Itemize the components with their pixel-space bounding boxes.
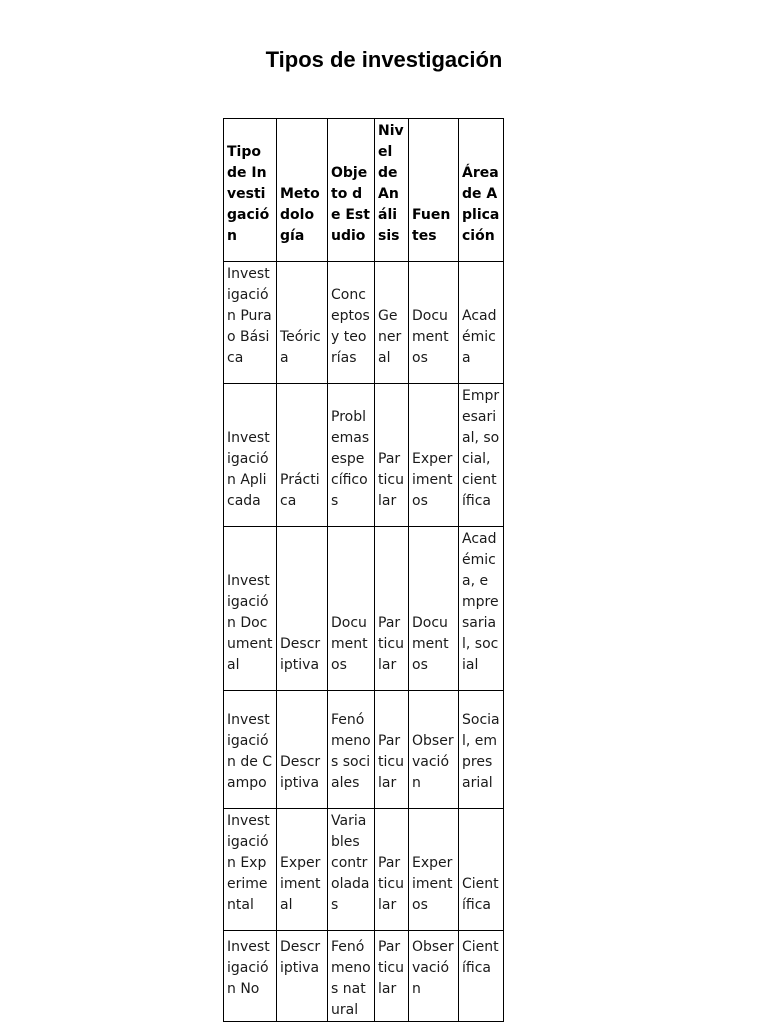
table-cell: Teórica [277, 262, 328, 384]
table-cell: Documentos [409, 262, 459, 384]
table-cell: Particular [375, 384, 409, 527]
table-cell: Variables controladas [328, 809, 375, 931]
table-row [224, 809, 504, 931]
header-fuentes: Fuentes [409, 119, 459, 262]
table-cell: Descriptiva [277, 527, 328, 691]
table-cell: Científica [459, 931, 504, 1022]
research-types-table [223, 118, 504, 1022]
table-cell: Experimental [277, 809, 328, 931]
table-cell: Científica [459, 809, 504, 931]
table-cell: Empresarial, social, científica [459, 384, 504, 527]
table-cell: Documentos [409, 527, 459, 691]
table-cell: Documentos [328, 527, 375, 691]
table-cell: Descriptiva [277, 691, 328, 809]
header-objeto-estudio: Objeto de Estudio [328, 119, 375, 262]
table-cell: General [375, 262, 409, 384]
table-cell: Fenómenos natural [328, 931, 375, 1022]
research-types-table-container [223, 118, 504, 1022]
table-cell: Observación [409, 931, 459, 1022]
table-row [224, 931, 504, 1022]
table-cell: Descriptiva [277, 931, 328, 1022]
table-cell: Investigación Documental [224, 527, 277, 691]
header-area-aplicacion: Área de Aplicación [459, 119, 504, 262]
table-row [224, 527, 504, 691]
table-cell: Fenómenos sociales [328, 691, 375, 809]
table-cell: Particular [375, 931, 409, 1022]
table-cell: Investigación No [224, 931, 277, 1022]
table-cell: Investigación Experimental [224, 809, 277, 931]
table-cell: Conceptos y teorías [328, 262, 375, 384]
table-cell: Experimentos [409, 809, 459, 931]
table-cell: Social, empresarial [459, 691, 504, 809]
table-row [224, 691, 504, 809]
table-cell: Académica, empresarial, social [459, 527, 504, 691]
table-cell: Particular [375, 527, 409, 691]
table-cell: Investigación Aplicada [224, 384, 277, 527]
table-cell: Investigación Pura o Básica [224, 262, 277, 384]
table-cell: Observación [409, 691, 459, 809]
header-metodologia: Metodología [277, 119, 328, 262]
table-cell: Particular [375, 691, 409, 809]
table-row [224, 384, 504, 527]
table-cell: Investigación de Campo [224, 691, 277, 809]
header-tipo-investigacion: Tipo de Investigación [224, 119, 277, 262]
table-cell: Particular [375, 809, 409, 931]
table-cell: Problemas específicos [328, 384, 375, 527]
table-row [224, 262, 504, 384]
table-header-row [224, 119, 504, 262]
table-cell: Experimentos [409, 384, 459, 527]
header-nivel-analisis: Nivel de Análisis [375, 119, 409, 262]
document-title: Tipos de investigación [265, 47, 503, 72]
table-cell: Práctica [277, 384, 328, 527]
table-cell: Académica [459, 262, 504, 384]
